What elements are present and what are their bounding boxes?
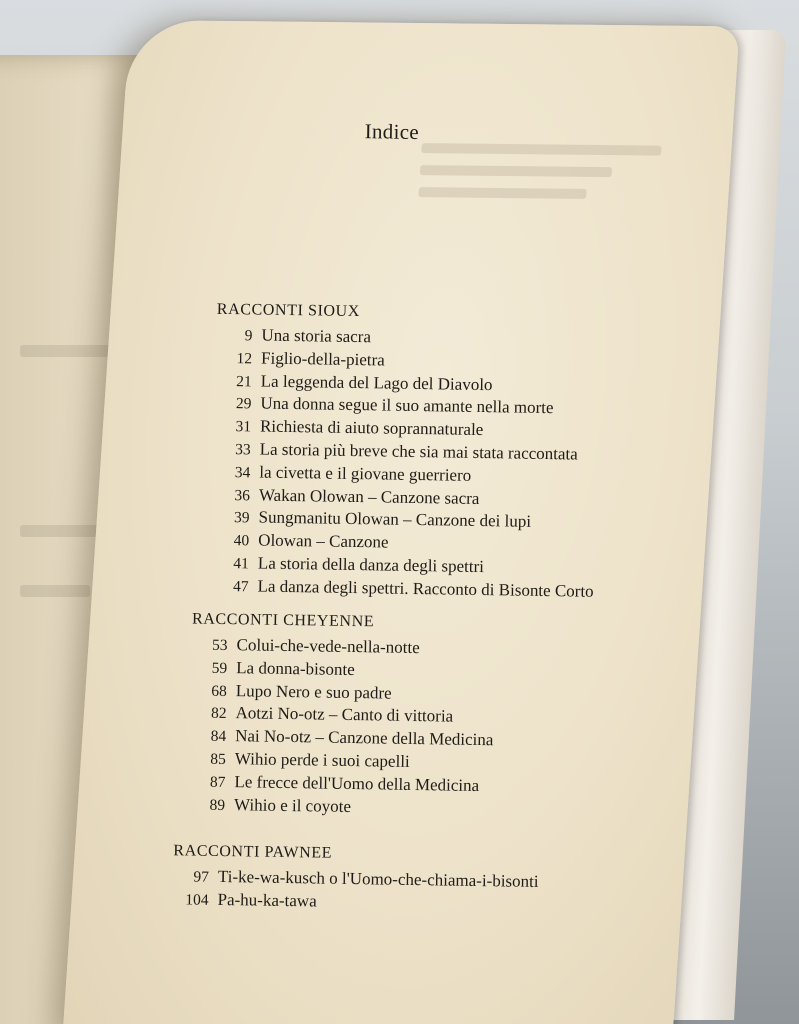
entry-page-number: 9	[244, 327, 253, 345]
entry-title: Wihio e il coyote	[233, 794, 352, 816]
entry-page-number: 40	[233, 532, 250, 550]
entry-title: Figlio-della-pietra	[260, 348, 385, 370]
entry-page-number: 85	[210, 750, 226, 769]
entry-title: Una storia sacra	[261, 325, 372, 347]
entry-title: Richiesta di aiuto soprannaturale	[259, 416, 484, 440]
entry-page-number: 36	[234, 486, 251, 504]
entry-page-number: 84	[210, 727, 227, 746]
entry-page-number: 39	[233, 509, 250, 527]
entry-page-number: 89	[209, 796, 226, 814]
section-cheyenne	[189, 610, 495, 821]
entry-title: Sungmanitu Olowan – Canzone dei lupi	[258, 507, 532, 532]
entry-title: Nai No-otz – Canzone della Medicina	[235, 726, 494, 750]
section-heading: RACCONTI CHEYENNE	[191, 610, 375, 631]
section-heading: RACCONTI PAWNEE	[173, 842, 333, 862]
entry-page-number: 59	[211, 659, 228, 677]
toc-entry	[189, 794, 493, 822]
entry-title: Ti-ke-wa-kusch o l'Uomo-che-chiama-i-bisonti	[217, 866, 539, 891]
entry-page-number: 41	[233, 555, 250, 573]
entry-page-number: 87	[209, 773, 226, 791]
entry-title: Una donna segue il suo amante nella morte	[260, 393, 554, 418]
entry-title: Wihio perde i suoi capelli	[234, 749, 410, 771]
entry-page-number: 97	[193, 868, 210, 886]
entry-title: la civetta e il giovane guerriero	[259, 462, 472, 485]
entry-title: Pa-hu-ka-tawa	[217, 889, 317, 911]
entry-page-number: 34	[234, 463, 251, 482]
entry-page-number: 29	[235, 395, 252, 413]
entry-title: Le frecce dell'Uomo della Medicina	[234, 771, 480, 795]
entry-title: Olowan – Canzone	[258, 530, 389, 552]
bleed-through-text	[416, 143, 662, 236]
entry-title: Lupo Nero e suo padre	[235, 680, 392, 703]
entry-title: La storia più breve che sia mai stata raccontata	[259, 439, 578, 464]
entry-page-number: 12	[236, 349, 253, 368]
entry-title: Wakan Olowan – Canzone sacra	[258, 485, 480, 508]
entry-page-number: 82	[210, 705, 227, 723]
entry-page-number: 31	[235, 418, 252, 436]
entry-title: La storia della danza degli spettri	[257, 553, 485, 577]
entry-title: La leggenda del Lago del Diavolo	[260, 371, 493, 394]
entry-title: Aotzi No-otz – Canto di vittoria	[235, 703, 454, 726]
left-page-ghost-text	[20, 585, 90, 597]
entry-title: Colui-che-vede-nella-notte	[236, 635, 420, 658]
entry-page-number: 104	[185, 891, 209, 909]
section-heading: RACCONTI SIOUX	[216, 300, 361, 321]
entry-title: La donna-bisonte	[236, 657, 355, 679]
entry-page-number: 21	[236, 372, 252, 390]
entry-title: La danza degli spettri. Racconto di Bisonte Corto	[257, 576, 594, 601]
entry-page-number: 68	[211, 682, 228, 700]
section-sioux	[212, 301, 598, 605]
entry-page-number: 47	[232, 577, 249, 596]
page-title: Indice	[364, 119, 420, 144]
section-pawnee	[172, 842, 539, 917]
entry-page-number: 33	[235, 441, 251, 459]
entry-page-number: 53	[211, 636, 228, 655]
